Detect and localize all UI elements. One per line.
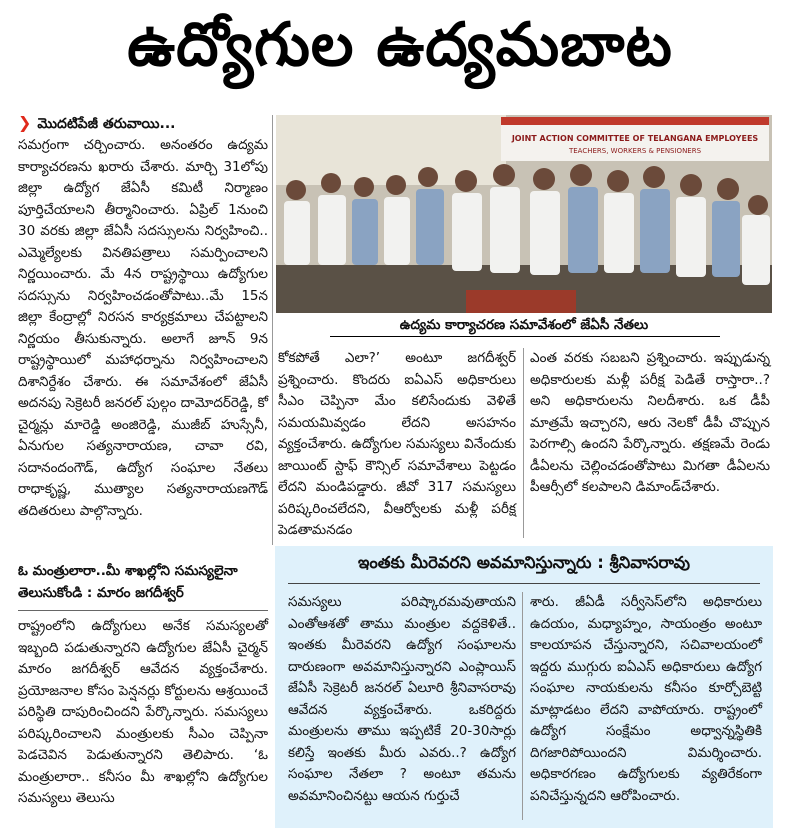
- headline: ఉద్యోగుల ఉద్యమబాట: [127, 10, 673, 80]
- article-paragraph: శారు. జీఏడీ సర్వీసెస్‌లోని అధికారులు ఉదయం, మధ్యాహ్నం, సాయంత్రం అంటూ కాలయాపన చేస్తున్నారని, సచివాలయంలో ఇద్దరు ముగ్గురు ఐఏఎస్ అధికారులు ఉద్యోగ సంఘాల నాయకులను కనీసం కూర్చోబెట్టి మాట్లాడటం లేదని వాపోయారు. రాష్ట్రంలో ఉద్యోగ సంక్షేమం అధ్వాన్నస్థితికి దిగజారిపోయిందని విమర్శించారు. అధికారగణం ఉద్యోగులకు వ్యతిరేకంగా పనిచేస్తున్నదని ఆరోపించారు.: [530, 594, 762, 804]
- sidebar-box-rule: [288, 583, 760, 584]
- article-paragraph: రాష్ట్రంలోని ఉద్యోగులు అనేక సమస్యలతో ఇబ్బంది పడుతున్నారని ఉద్యోగుల జేఏసీ చైర్మన్ మారం జగదీశ్వర్ ఆవేదన వ్యక్తంచేశారు. ప్రయోజనాల కోసం పెన్షనర్లు కోర్టులను ఆశ్రయించే పరిస్థితి దాపురించిందని పేర్కొన్నారు. సమస్యలు పరిష్కరించాలని మంత్రులకు సీఎం చెప్పినా పెడచెవిన పెడుతున్నారని తెలిపారు. ‘ఓ మంత్రులారా.. కనీసం మీ శాఖల్లోని ఉద్యోగుల సమస్యలు తెలుసు: [18, 618, 268, 806]
- svg-text:JOINT ACTION COMMITTEE OF TELA: JOINT ACTION COMMITTEE OF TELANGANA EMPLOYEES: [511, 134, 759, 143]
- continued-text: మొదటిపేజీ తరువాయి...: [37, 116, 176, 132]
- subheading-rule: [18, 610, 268, 611]
- column-divider: [272, 115, 273, 545]
- continued-label: [18, 113, 176, 135]
- article-column-3: [530, 348, 770, 499]
- article-paragraph: సమస్యలు పరిష్కారమవుతాయని ఎంతోఆశతో తాము మంత్రుల వద్దకెళితే.. ఇంతకు మీరెవరని ఉద్యోగ సంఘాలను దారుణంగా అవమానిస్తున్నారని ఎంప్లాయిస్ జేఏసీ సెక్రెటరీ జనరల్ ఏలూరి శ్రీనివాసరావు ఆవేదన వ్యక్తంచేశారు. ఒకరిద్దరు మంత్రులను తాము ఇప్పటికే 20-30సార్లు కలిస్తే ఇంతకు మీరు ఎవరు..? ఉద్యోగ సంఘాల నేతలా ? అంటూ తమను అవమానించినట్టు ఆయన గుర్తుచే: [288, 594, 516, 804]
- subheading: ఓ మంత్రులారా..మీ శాఖల్లోని సమస్యలైనా తెలుసుకోండి : మారం జగదీశ్వర్: [18, 563, 238, 601]
- news-photo: [276, 115, 772, 313]
- column-divider: [523, 348, 524, 538]
- chevron-right-icon: ❯: [18, 113, 32, 132]
- article-column-1: [18, 135, 268, 522]
- article-paragraph: ఎంత వరకు సబబని ప్రశ్నించారు. ఇప్పుడున్న అధికారులకు మళ్లీ పరీక్ష పెడితే రాస్తారా..? అని అధికారులను నిలదీశారు. ఒక డీపీ మాత్రమే ఇచ్చారని, ఆరు నెలకో డీపీ చొప్పున పెరగాల్సి ఉందని పేర్కొన్నారు. తక్షణమే రెండు డీఏలను చెల్లించడంతోపాటు మిగతా డీఏలను పీఆర్సీలో కలపాలని డిమాండ్‌చేశారు.: [530, 350, 770, 495]
- article-column-2: [278, 348, 516, 542]
- group-photo-illustration: [276, 115, 772, 313]
- sidebar-column-right: [530, 592, 762, 807]
- article-column-1-bottom: [18, 616, 268, 810]
- sidebar-box-title: ఇంతకు మీరెవరని అవమానిస్తున్నారు : శ్రీనివాసరావు: [358, 553, 690, 572]
- caption-underline: [330, 336, 720, 337]
- svg-text:TEACHERS, WORKERS & PENSIONERS: TEACHERS, WORKERS & PENSIONERS: [568, 147, 702, 155]
- article-paragraph: కోకపోతే ఎలా?’ అంటూ జగదీశ్వర్ ప్రశ్నించారు. కొందరు ఐఏఎస్ అధికారులు సీఎం చెప్పినా మేం కలిసేందుకు వెళితే సమయమివ్వడం లేదని అసహనం వ్యక్తంచేశారు. ఉద్యోగుల సమస్యలు వినేందుకు జాయింట్ స్టాఫ్ కౌన్సిల్ సమావేశాలు పెట్టడం లేదని మండిపడ్డారు. జీవో 317 సమస్యలు పరిష్కరించలేదని, వీఆర్వోలకు మళ్లీ పరీక్ష పెడతామనడం: [278, 350, 516, 538]
- sidebar-column-left: [288, 592, 516, 807]
- article-paragraph: సమగ్రంగా చర్చించారు. అనంతరం ఉద్యమ కార్యాచరణను ఖరారు చేశారు. మార్చి 31లోపు జిల్లా ఉద్యోగ జేఏసీ కమిటీ నిర్మాణం పూర్తిచేయాలని తీర్మానించారు. ఏప్రిల్ 1నుంచి 30 వరకు జిల్లా జేఏసీ సదస్సులను నిర్వహించి.. ఎమ్మెల్యేలకు వినతిపత్రాలు సమర్పించాలని నిర్ణయించారు. మే 4న రాష్ట్రస్థాయి ఉద్యోగుల సదస్సును నిర్వహించడంతోపాటు..మే 15న జిల్లా కేంద్రాల్లో నిరసన కార్యక్రమాలు చేపట్టాలని నిర్ణయం తీసుకున్నారు. అలాగే జూన్ 9న రాష్ట్రస్థాయిలో మహాధర్నాను నిర్వహించాలని దిశానిర్దేశం చేశారు. ఈ సమావేశంలో జేఏసీ అదనపు సెక్రెటరీ జనరల్ పుల్గం దామోదర్‌రెడ్డి, కో చైర్మన్లు మారెడ్డి అంజిరెడ్డి, ముజీబ్ హుస్సేనీ, ఏనుగుల సత్యనారాయణ, చావా రవి, సదానందంగౌడ్, ఉద్యోగ సంఘాల నేతలు రాధాకృష్ణ, ముత్యాల సత్యనారాయణగౌడ్ తదితరులు పాల్గొన్నారు.: [18, 137, 268, 519]
- column-divider: [522, 592, 523, 820]
- photo-caption: ఉద్యమ కార్యాచరణ సమావేశంలో జేఏసీ నేతలు: [399, 317, 649, 333]
